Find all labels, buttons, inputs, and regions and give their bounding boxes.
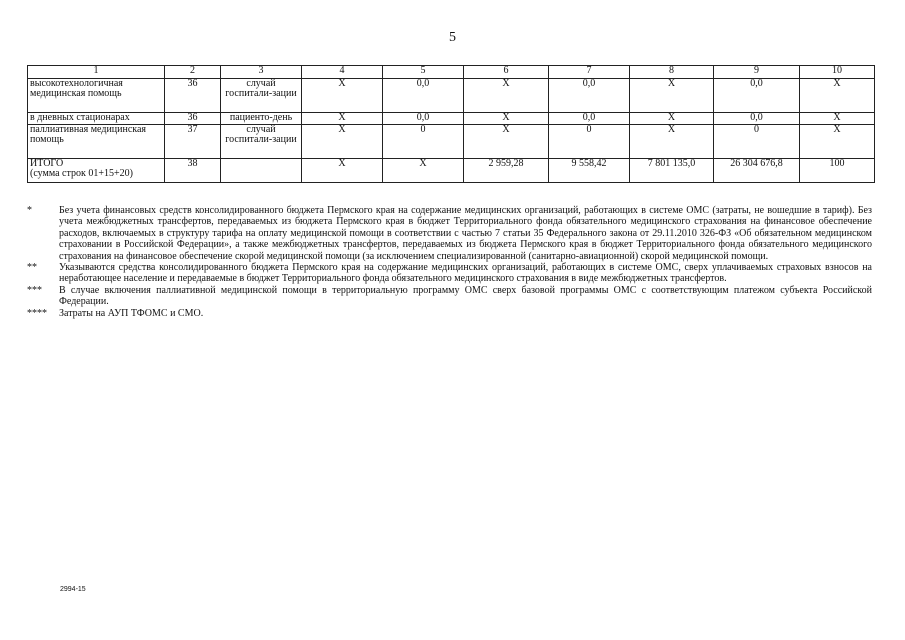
- cell: X: [630, 113, 714, 125]
- cell: X: [302, 79, 383, 113]
- cell: X: [800, 125, 875, 159]
- header-cell: 4: [302, 66, 383, 79]
- footnote-text: Указываются средства консолидированного бюджета Пермского края на содержание медицинских организаций, работающих в системе ОМС, сверх уплачиваемых страховых взносов на неработающее население и передаваемые в бюджет Территориального фонда обязательного медицинского страхования в виде межбюджетных трансфертов.: [59, 262, 872, 285]
- footnote-text: Без учета финансовых средств консолидированного бюджета Пермского края на содержание медицинских организаций, работающих в системе ОМС (затраты, не вошедшие в тариф). Без учета межбюджетных трансфертов, передаваемых из бюджета Пермского края в бюджет Территориального фонда обязательного медицинского страхования на финансовое обеспечение расходов, включаемых в структуру тарифа на оплату медицинской помощи в соответствии с частью 7 статьи 35 Федерального закона от 29.11.2010 326-ФЗ «Об обязательном медицинском страховании в Российской Федерации», а также межбюджетных трансфертов, передаваемых из бюджета Пермского края в бюджет Территориального фонда обязательного медицинского страхования на финансовое обеспечение скорой медицинской помощи (за исключением специализированной (санитарно-авиационной) скорой медицинской помощи.: [59, 205, 872, 262]
- row-name: высокотехнологичная медицинская помощь: [28, 79, 165, 113]
- table-row: [28, 79, 875, 113]
- row-unit: пациенто-день: [221, 113, 302, 125]
- footnote-mark: **: [27, 262, 37, 274]
- header-cell: 1: [28, 66, 165, 79]
- footnote-mark: *: [27, 205, 32, 216]
- header-cell: 9: [714, 66, 800, 79]
- table-row: [28, 113, 875, 125]
- page-number: 5: [449, 30, 456, 45]
- total-label: ИТОГО: [30, 158, 64, 169]
- row-code: 37: [165, 125, 221, 159]
- row-unit: [221, 159, 302, 183]
- cell: X: [800, 79, 875, 113]
- row-name: паллиативная медицинская помощь: [28, 125, 165, 159]
- cell: X: [464, 79, 549, 113]
- total-sublabel: (сумма строк 01+15+20): [30, 168, 133, 179]
- cell: X: [464, 125, 549, 159]
- cell: 0,0: [549, 113, 630, 125]
- header-cell: 5: [383, 66, 464, 79]
- cell: X: [464, 113, 549, 125]
- cell: 0,0: [383, 113, 464, 125]
- row-code: 36: [165, 79, 221, 113]
- footnote-text: Затраты на АУП ТФОМС и СМО.: [59, 307, 204, 319]
- row-code: 38: [165, 159, 221, 183]
- cell: 9 558,42: [549, 159, 630, 183]
- footnote-mark: ***: [27, 284, 42, 296]
- data-table: [27, 65, 875, 183]
- header-cell: 8: [630, 66, 714, 79]
- footnote: [27, 262, 872, 285]
- row-name: [28, 159, 165, 183]
- row-name: в дневных стационарах: [28, 113, 165, 125]
- footnote-text: В случае включения паллиативной медицинской помощи в территориальную программу ОМС сверх базовой программы ОМС с соответствующим платежом субъекта Российской Федерации.: [59, 284, 872, 308]
- cell: 0,0: [383, 79, 464, 113]
- document-code: 2994-15: [60, 586, 86, 593]
- header-cell: 2: [165, 66, 221, 79]
- table-row: [28, 125, 875, 159]
- header-cell: 10: [800, 66, 875, 79]
- cell: 7 801 135,0: [630, 159, 714, 183]
- header-cell: 6: [464, 66, 549, 79]
- cell: X: [383, 159, 464, 183]
- table-header-row: [28, 66, 875, 79]
- cell: X: [630, 125, 714, 159]
- cell: X: [302, 159, 383, 183]
- cell: X: [630, 79, 714, 113]
- footnote: [27, 285, 872, 308]
- cell: 0: [383, 125, 464, 159]
- header-cell: 7: [549, 66, 630, 79]
- cell: 0,0: [714, 113, 800, 125]
- footnote-mark: ****: [27, 307, 47, 319]
- cell: 26 304 676,8: [714, 159, 800, 183]
- row-unit: случай госпитали-зации: [221, 125, 302, 159]
- footnote: [27, 205, 872, 262]
- row-code: 36: [165, 113, 221, 125]
- footnote: [27, 308, 872, 319]
- cell: X: [302, 113, 383, 125]
- cell: 0,0: [549, 79, 630, 113]
- cell: 0: [714, 125, 800, 159]
- table-row-total: [28, 159, 875, 183]
- header-cell: 3: [221, 66, 302, 79]
- cell: 0,0: [714, 79, 800, 113]
- cell: X: [302, 125, 383, 159]
- cell: 2 959,28: [464, 159, 549, 183]
- cell: X: [800, 113, 875, 125]
- row-unit: случай госпитали-зации: [221, 79, 302, 113]
- cell: 100: [800, 159, 875, 183]
- footnotes: [27, 205, 872, 319]
- cell: 0: [549, 125, 630, 159]
